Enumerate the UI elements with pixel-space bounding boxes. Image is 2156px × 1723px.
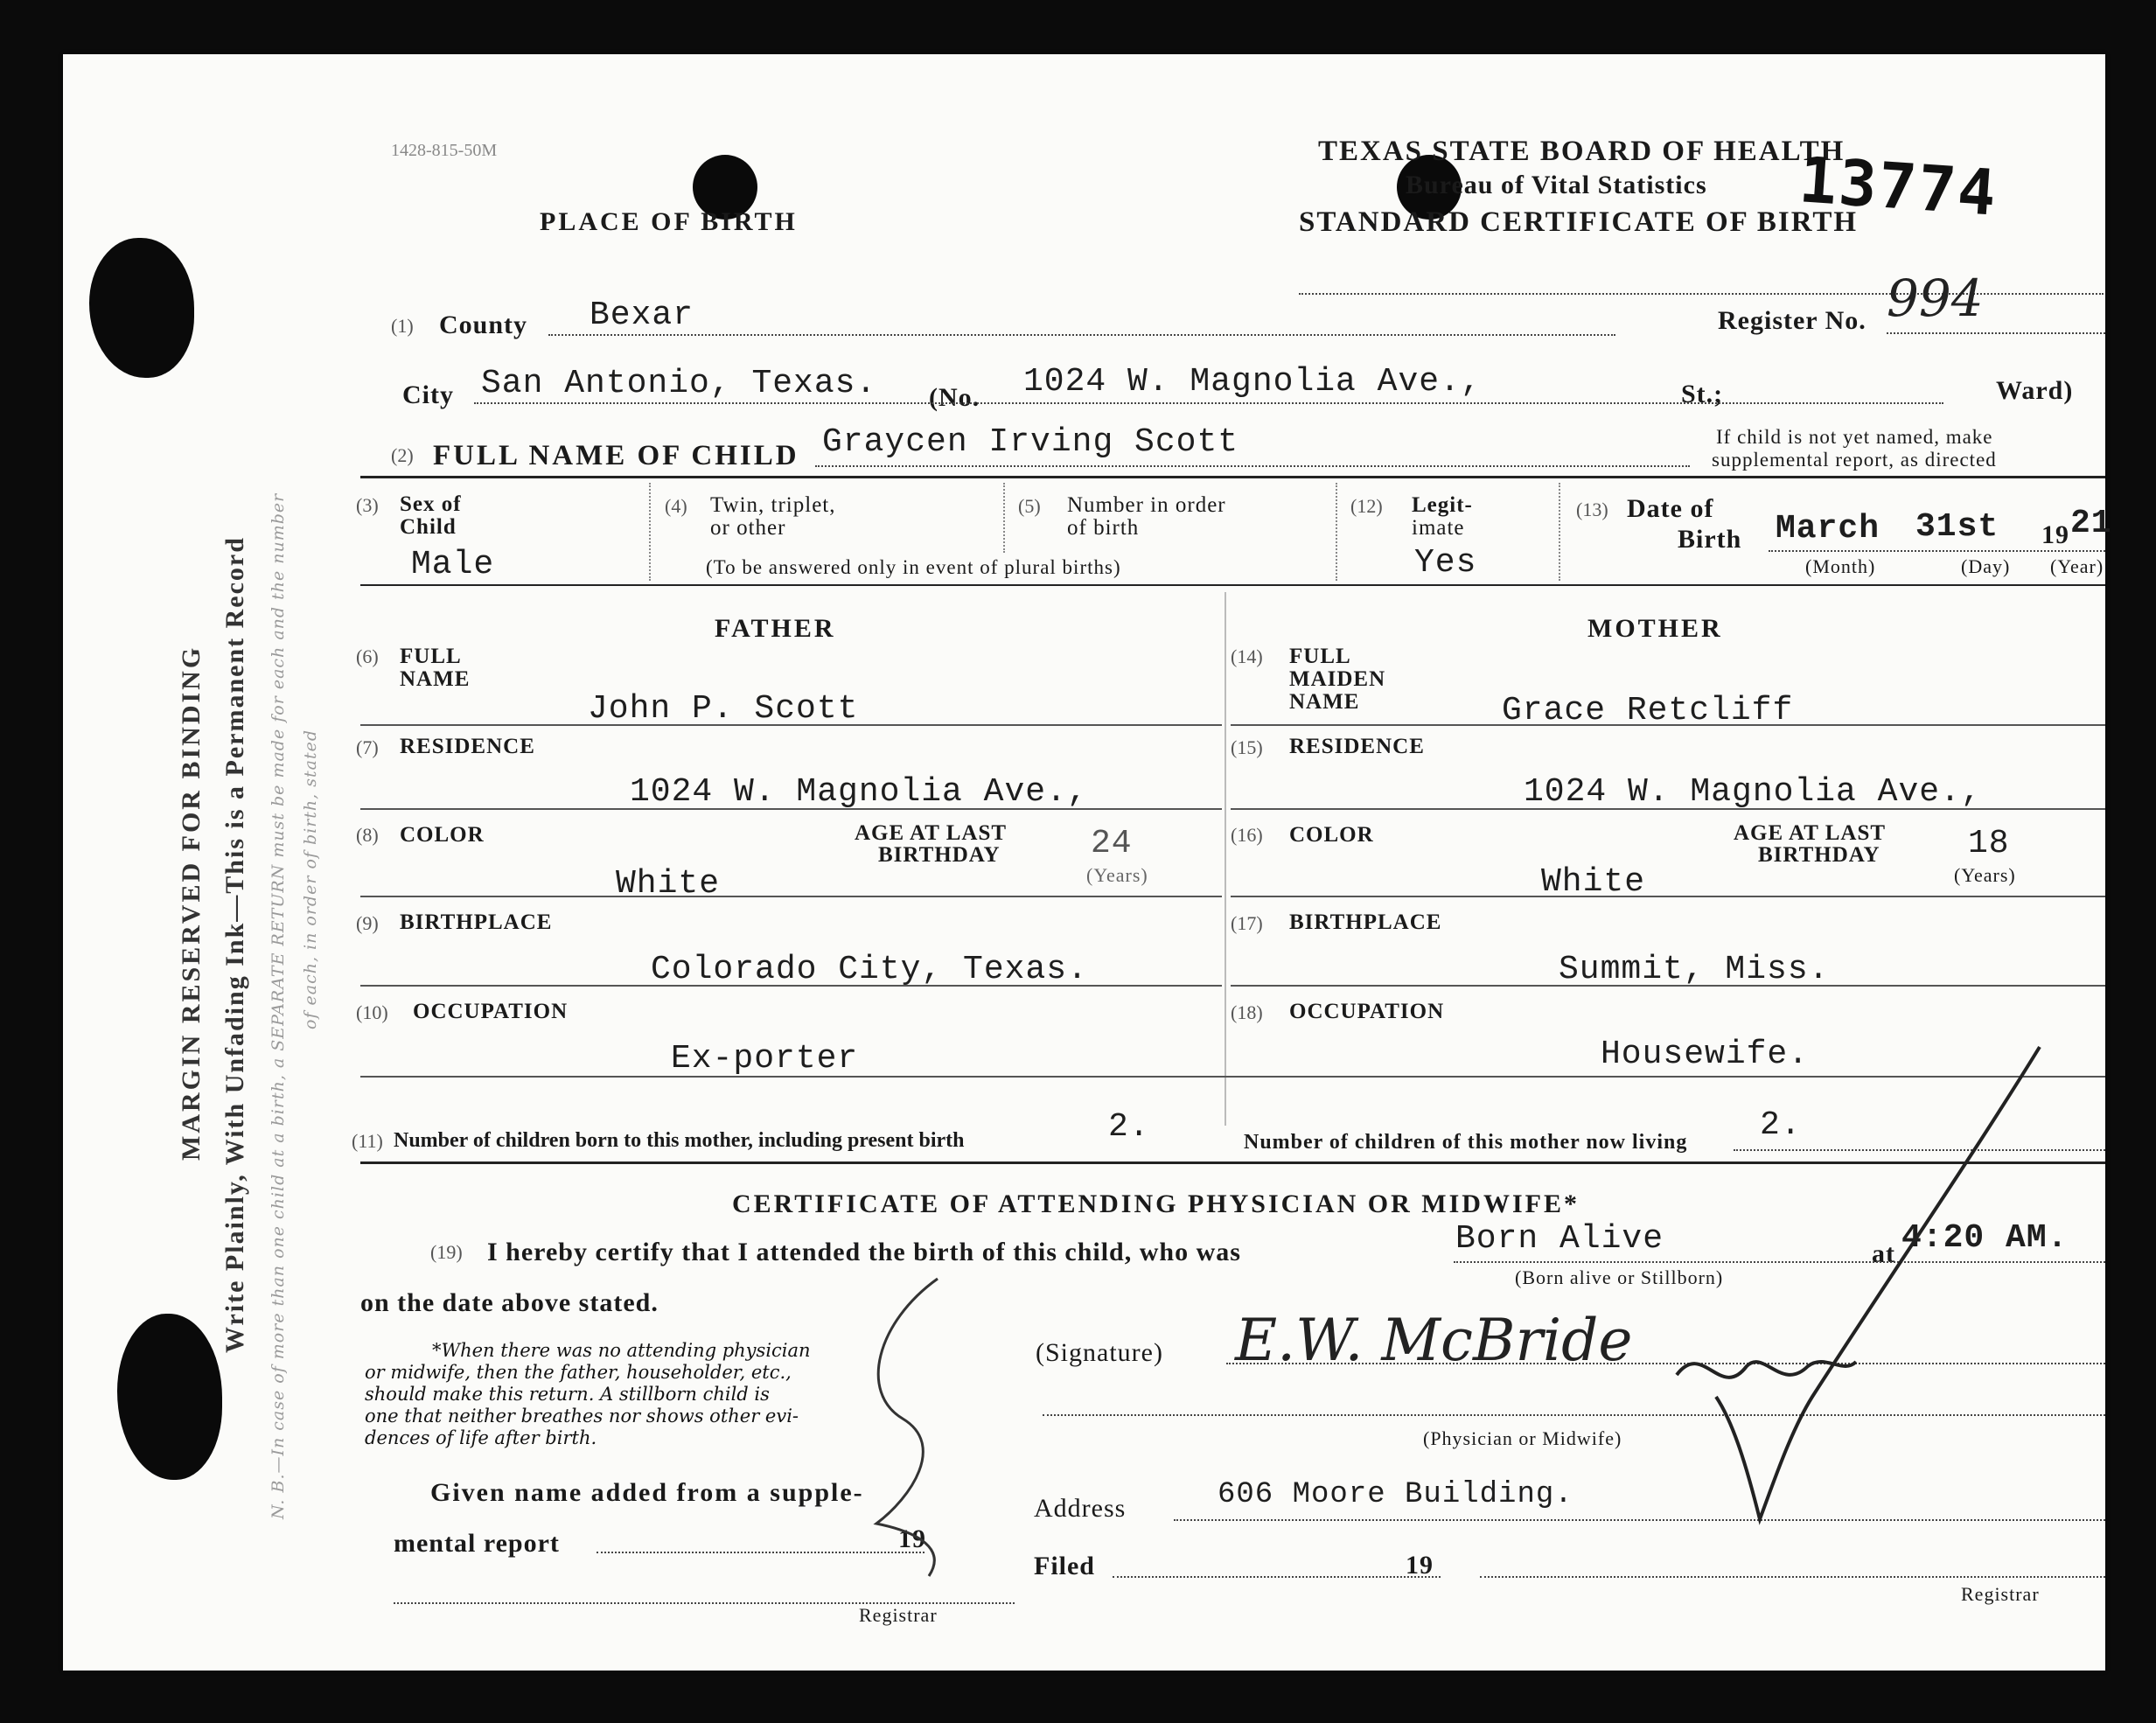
margin-binding-text: MARGIN RESERVED FOR BINDING xyxy=(177,645,206,1161)
father-bp-num: (9) xyxy=(356,912,379,934)
legit-label-2: imate xyxy=(1412,516,1465,540)
children-born-value: 2. xyxy=(1108,1108,1150,1146)
footnote-line-1: *When there was no attending physician xyxy=(432,1340,811,1361)
mother-age-label-1: AGE AT LAST xyxy=(1734,821,1887,845)
mother-age: 18 xyxy=(1968,825,2010,862)
children-living-value: 2. xyxy=(1760,1106,1802,1144)
place-of-birth-heading: PLACE OF BIRTH xyxy=(540,207,798,236)
mother-occupation: Housewife. xyxy=(1601,1036,1810,1073)
city-line xyxy=(474,402,1943,404)
plural-note: (To be answered only in event of plural births) xyxy=(706,556,1121,578)
mother-name-label-1: FULL xyxy=(1289,645,1351,668)
given-name-line-1: Given name added from a supple- xyxy=(430,1478,864,1507)
pen-check-stroke xyxy=(1707,1012,2057,1537)
dob-label-1: Date of xyxy=(1627,494,1714,523)
given-name-year: 19 xyxy=(898,1524,926,1553)
father-occupation: Ex-porter xyxy=(671,1040,859,1078)
father-bp-line xyxy=(360,985,1222,987)
city-value: San Antonio, Texas. xyxy=(481,365,877,402)
twin-label-2: or other xyxy=(710,516,786,540)
footnote-line-4: one that neither breathes nor shows other evi- xyxy=(365,1406,799,1427)
mother-residence: 1024 W. Magnolia Ave., xyxy=(1524,773,1982,811)
parents-divider xyxy=(1225,592,1226,1126)
col-div-1 xyxy=(649,483,651,581)
mother-name-label-2: MAIDEN xyxy=(1289,667,1386,691)
mother-birthplace: Summit, Miss. xyxy=(1559,951,1830,988)
dob-num: (13) xyxy=(1576,499,1608,520)
father-res-line xyxy=(360,808,1222,810)
legit-num: (12) xyxy=(1350,495,1383,517)
child-name-note-1: If child is not yet named, make xyxy=(1716,426,1993,448)
father-age-label-2: BIRTHDAY xyxy=(878,843,1001,867)
mother-color-label: COLOR xyxy=(1289,823,1374,847)
mother-color-line xyxy=(1231,896,2105,897)
mother-occ-num: (18) xyxy=(1231,1001,1263,1023)
father-res-num: (7) xyxy=(356,736,379,758)
mother-res-num: (15) xyxy=(1231,736,1263,758)
mother-age-label-2: BIRTHDAY xyxy=(1758,843,1880,867)
child-name-num: (2) xyxy=(391,444,414,466)
signature: E.W. McBride xyxy=(1235,1307,1633,1374)
mother-occ-label: OCCUPATION xyxy=(1289,1000,1445,1023)
mother-name-num: (14) xyxy=(1231,645,1263,667)
given-name-line-2: mental report xyxy=(394,1529,560,1558)
status-caption: (Born alive or Stillborn) xyxy=(1515,1266,1724,1288)
street-value: 1024 W. Magnolia Ave., xyxy=(1023,363,1482,401)
filed-year: 19 xyxy=(1406,1551,1434,1580)
children-living-label: Number of children of this mother now living xyxy=(1244,1131,1688,1154)
father-name-num: (6) xyxy=(356,645,379,667)
city-label: City xyxy=(402,380,454,409)
signature-label: (Signature) xyxy=(1036,1338,1163,1367)
filed-label: Filed xyxy=(1034,1552,1095,1580)
address-value: 606 Moore Building. xyxy=(1218,1478,1573,1511)
father-age-label-1: AGE AT LAST xyxy=(855,821,1008,845)
order-num: (5) xyxy=(1018,495,1041,517)
signer-caption: (Physician or Midwife) xyxy=(1423,1427,1622,1449)
dob-month-label: (Month) xyxy=(1805,555,1876,577)
county-value: Bexar xyxy=(590,296,694,334)
ink-blot-top xyxy=(89,238,194,378)
sex-value: Male xyxy=(411,546,495,583)
father-color-num: (8) xyxy=(356,824,379,846)
rule-row4 xyxy=(360,584,2105,586)
twin-label-1: Twin, triplet, xyxy=(710,493,836,517)
certificate-number: 13774 xyxy=(1797,143,2000,230)
mother-name-line xyxy=(1231,724,2105,726)
birth-time: 4:20 AM. xyxy=(1901,1219,2069,1257)
child-name-label: FULL NAME OF CHILD xyxy=(433,440,799,471)
child-name-note-2: supplemental report, as directed xyxy=(1712,449,1997,471)
col-div-3 xyxy=(1336,483,1337,581)
father-heading: FATHER xyxy=(715,614,836,643)
mother-name-label-3: NAME xyxy=(1289,690,1360,714)
dob-label-2: Birth xyxy=(1678,525,1742,554)
mother-heading: MOTHER xyxy=(1587,614,1723,643)
physician-num: (19) xyxy=(430,1241,463,1263)
dob-year-prefix: 19 xyxy=(2041,520,2069,549)
board-title: TEXAS STATE BOARD OF HEALTH xyxy=(1318,136,1846,167)
father-name: John P. Scott xyxy=(588,690,859,728)
register-label: Register No. xyxy=(1718,306,1866,335)
city-no-label: (No. xyxy=(929,383,980,412)
county-num: (1) xyxy=(391,315,414,337)
county-line xyxy=(548,334,1615,336)
mother-bp-line xyxy=(1231,985,2105,987)
register-value: 994 xyxy=(1887,269,1984,328)
certificate-title: STANDARD CERTIFICATE OF BIRTH xyxy=(1299,206,1859,238)
filed-reg-line xyxy=(1480,1576,2105,1578)
footnote-line-2: or midwife, then the father, householder, etc., xyxy=(365,1362,792,1383)
dob-day-label: (Day) xyxy=(1961,555,2011,577)
sex-num: (3) xyxy=(356,494,379,516)
dob-month: March xyxy=(1776,510,1880,548)
father-res-label: RESIDENCE xyxy=(400,735,535,758)
filed-registrar: Registrar xyxy=(1961,1583,2040,1605)
filed-date-line xyxy=(1113,1576,1441,1578)
father-name-label-2: NAME xyxy=(400,667,471,691)
father-color-label: COLOR xyxy=(400,823,485,847)
mother-res-line xyxy=(1231,808,2105,810)
rule-row3 xyxy=(360,476,2105,478)
mother-years-label: (Years) xyxy=(1954,864,2016,886)
children-num: (11) xyxy=(352,1130,383,1152)
children-born-label: Number of children born to this mother, including present birth xyxy=(394,1129,965,1152)
at-label: at xyxy=(1872,1239,1895,1268)
bureau-title: Bureau of Vital Statistics xyxy=(1406,171,1707,199)
county-label: County xyxy=(439,310,528,339)
ward-label: Ward) xyxy=(1996,376,2074,405)
mother-bp-num: (17) xyxy=(1231,912,1263,934)
father-bp-label: BIRTHPLACE xyxy=(400,910,553,934)
legit-label-1: Legit- xyxy=(1412,493,1473,517)
father-occ-num: (10) xyxy=(356,1001,388,1023)
birth-certificate xyxy=(63,54,2112,1671)
certify-text: I hereby certify that I attended the birth of this child, who was xyxy=(487,1238,1241,1266)
birth-status: Born Alive xyxy=(1455,1220,1664,1258)
register-line xyxy=(1887,332,2105,334)
legit-value: Yes xyxy=(1414,544,1477,582)
footnote-line-3: should make this return. A stillborn child is xyxy=(365,1384,770,1405)
mother-name: Grace Retcliff xyxy=(1502,692,1794,729)
signature-scribble xyxy=(1668,1322,1860,1427)
form-code: 1428-815-50M xyxy=(391,141,498,160)
child-name-line xyxy=(815,465,1690,467)
margin-plural-note: N. B.—In case of more than one child at a birth, a SEPARATE RETURN must be made for each and the number xyxy=(269,492,288,1519)
child-name-value: Graycen Irving Scott xyxy=(822,423,1239,461)
order-label-2: of birth xyxy=(1067,516,1140,540)
address-label: Address xyxy=(1034,1494,1127,1523)
given-name-registrar: Registrar xyxy=(859,1604,938,1626)
father-birthplace: Colorado City, Texas. xyxy=(651,951,1088,988)
mother-res-label: RESIDENCE xyxy=(1289,735,1425,758)
father-years-label: (Years) xyxy=(1086,864,1148,886)
footnote-line-5: dences of life after birth. xyxy=(365,1427,597,1448)
dob-day: 31st xyxy=(1915,508,1999,546)
father-name-line xyxy=(360,724,1222,726)
mother-bp-label: BIRTHPLACE xyxy=(1289,910,1442,934)
col-div-4 xyxy=(1559,483,1560,581)
father-name-label-1: FULL xyxy=(400,645,462,668)
order-label-1: Number in order xyxy=(1067,493,1226,517)
father-color: White xyxy=(616,865,721,903)
margin-ink-text: Write Plainly, With Unfading Ink—This is a Permanent Record xyxy=(220,536,249,1353)
twin-num: (4) xyxy=(665,495,687,517)
st-label: St.; xyxy=(1681,380,1724,408)
father-age: 24 xyxy=(1091,825,1133,862)
col-div-2 xyxy=(1003,483,1005,553)
dob-year: 21 xyxy=(2070,505,2112,542)
mother-color: White xyxy=(1541,863,1646,901)
dob-year-label: (Year) xyxy=(2050,555,2104,577)
physician-heading: CERTIFICATE OF ATTENDING PHYSICIAN OR MIDWIFE* xyxy=(732,1189,1580,1218)
date-text: on the date above stated. xyxy=(360,1288,659,1317)
mother-color-num: (16) xyxy=(1231,824,1263,846)
sex-label-1: Sex of xyxy=(400,492,462,516)
father-occ-label: OCCUPATION xyxy=(413,1000,569,1023)
sex-label-2: Child xyxy=(400,515,457,539)
father-residence: 1024 W. Magnolia Ave., xyxy=(630,773,1088,811)
father-color-line xyxy=(360,896,1222,897)
margin-plural-note-2: of each, in order of birth, stated xyxy=(301,729,320,1029)
ink-blot-bottom xyxy=(117,1314,222,1480)
dob-line xyxy=(1769,550,2105,552)
pen-flourish xyxy=(841,1270,981,1585)
